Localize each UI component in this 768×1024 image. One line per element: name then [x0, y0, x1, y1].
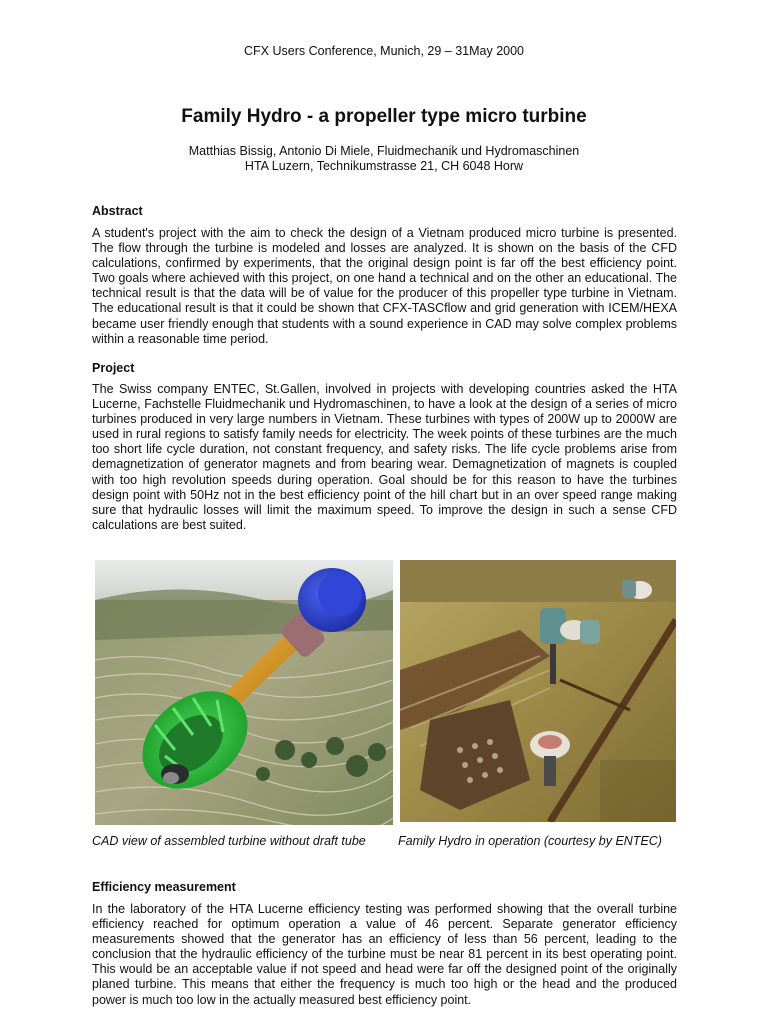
efficiency-text: In the laboratory of the HTA Lucerne efficiency testing was performed showing that the overall turbine efficiency reached for optimum operation a value of 46 percent. Separate generator efficiency measurements showed that the generator has an efficiency of less than 56 percent, leading to the conclusion that the hydraulic efficiency of the turbine must be near 81 percent in its best operating point. This would be an acceptable value if not speed and head were far off the designed point of the originally planed turbine. This means that either the frequency is much too high or the head and the produced power is much too low in the actually measured best efficiency point.	[92, 902, 677, 1007]
conference-header: CFX Users Conference, Munich, 29 – 31May 2000	[244, 44, 524, 58]
cad-turbine-image	[95, 560, 393, 825]
field-turbine-figure	[400, 560, 676, 822]
paper-title: Family Hydro - a propeller type micro turbine	[181, 106, 587, 127]
right-figure-caption: Family Hydro in operation (courtesy by ENTEC)	[398, 834, 662, 848]
project-heading: Project	[92, 361, 135, 375]
project-text: The Swiss company ENTEC, St.Gallen, involved in projects with developing countries asked the HTA Lucerne, Fachstelle Fluidmechanik und Hydromaschinen, to have a look at the design of a series of micro turbines produced in very large numbers in Vietnam. These turbines with types of 200W up to 2000W are used in rural regions to satisfy family needs for electricity. The week points of these turbines are the much too short life cycle duration, not constant frequency, and safety risks. The life cycle problems arise from demagnetization of generator magnets and from bearing wear. Demagnetization of magnets is coupled with too high revolution speeds during operation. Goal should be for this reason to have the turbines design point with 50Hz not in the best efficiency point of the hill chart but in an over speed range making sure that hydraulic losses will limit the maximum speed. To improve the design in such a sense CFD calculations are best suited.	[92, 382, 677, 532]
affiliation-line: HTA Luzern, Technikumstrasse 21, CH 6048 Horw	[244, 159, 524, 173]
abstract-text: A student's project with the aim to check the design of a Vietnam produced micro turbine is presented. The flow through the turbine is modeled and losses are analyzed. It is shown on the basis of the CFD calculations, confirmed by experiments, that the original design point is far off the best efficiency point. Two goals where achieved with this project, on one hand a technical and on the other an educational. The technical result is that the data will be of value for the producer of this propeller type turbine in Vietnam. The educational result is that it could be shown that CFX-TASCflow and grid generation with ICEM/HEXA became user friendly enough that students with a sound experience in CAD may solve complex problems within a reasonable time period.	[92, 226, 677, 346]
left-figure-caption: CAD view of assembled turbine without draft tube	[92, 834, 366, 848]
efficiency-heading: Efficiency measurement	[92, 880, 236, 894]
cad-turbine-figure	[95, 560, 393, 825]
abstract-heading: Abstract	[92, 204, 143, 218]
author-block	[0, 144, 768, 174]
authors-line: Matthias Bissig, Antonio Di Miele, Fluidmechanik und Hydromaschinen	[188, 144, 580, 158]
field-turbine-image	[400, 560, 676, 822]
